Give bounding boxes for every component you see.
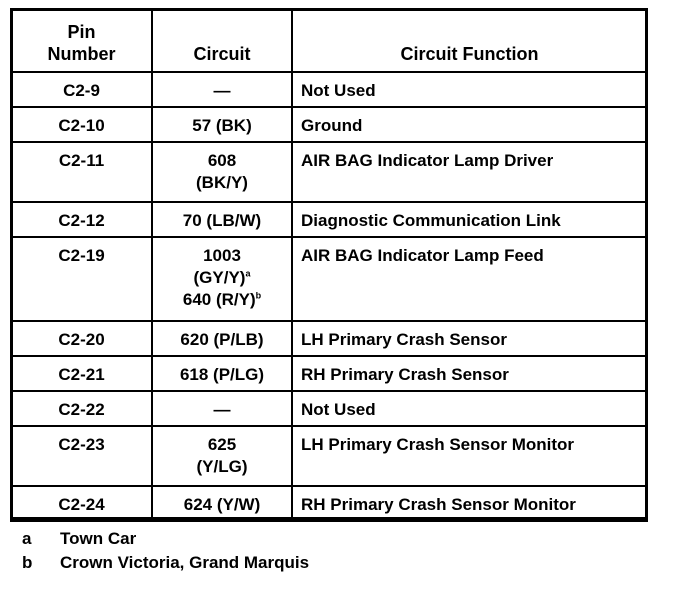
function-cell: Not Used [292, 72, 647, 107]
circuit-cell [152, 321, 292, 356]
table-row [11, 107, 647, 142]
circuit-line: 625 [207, 435, 237, 454]
table-row [11, 142, 647, 202]
pin-cell: C2-24 [11, 486, 152, 521]
circuit-cell [152, 237, 292, 321]
table-row [11, 356, 647, 391]
table-row [11, 391, 647, 426]
circuit-line: 608 [207, 151, 237, 170]
footnote-key: b [22, 553, 33, 572]
header-circuit: Circuit [152, 9, 292, 72]
table-row [11, 486, 647, 521]
circuit-line: 620 (P/LB) [180, 330, 264, 349]
circuit-line: 70 (LB/W) [182, 211, 262, 230]
circuit-line: (GY/Y) [193, 268, 246, 287]
circuit-cell [152, 202, 292, 237]
table-row [11, 202, 647, 237]
circuit-line: 1003 [203, 246, 241, 265]
pin-cell: C2-20 [11, 321, 152, 356]
function-cell: AIR BAG Indicator Lamp Feed [292, 237, 647, 321]
circuit-line: (BK/Y) [196, 173, 248, 192]
footnote-marker: a [245, 268, 251, 279]
function-cell: RH Primary Crash Sensor Monitor [292, 486, 647, 521]
circuit-cell [152, 356, 292, 391]
pin-cell: C2-10 [11, 107, 152, 142]
footnote-text: Crown Victoria, Grand Marquis [60, 553, 310, 572]
circuit-line: — [213, 400, 231, 419]
pin-cell: C2-9 [11, 72, 152, 107]
table-row [11, 237, 647, 321]
table-row [11, 426, 647, 486]
function-cell: LH Primary Crash Sensor Monitor [292, 426, 647, 486]
function-cell: Not Used [292, 391, 647, 426]
header-pin-line1: Pin [67, 22, 96, 42]
pin-cell: C2-19 [11, 237, 152, 321]
pin-circuit-table [10, 8, 648, 522]
circuit-line: 57 (BK) [192, 116, 252, 135]
footnote-marker: b [255, 290, 262, 301]
circuit-line: 624 (Y/W) [183, 495, 261, 514]
circuit-line: 640 (R/Y) [182, 290, 256, 309]
function-cell: Diagnostic Communication Link [292, 202, 647, 237]
circuit-line: (Y/LG) [196, 457, 248, 476]
circuit-line: — [213, 81, 231, 100]
header-pin-number [11, 9, 152, 72]
table-header-row [11, 9, 647, 72]
footnote-text: Town Car [60, 529, 137, 548]
footnote-key: a [22, 529, 32, 548]
pin-cell: C2-11 [11, 142, 152, 202]
function-cell: RH Primary Crash Sensor [292, 356, 647, 391]
table-row [11, 72, 647, 107]
header-pin-line2: Number [47, 44, 116, 64]
header-circuit-function: Circuit Function [292, 9, 647, 72]
circuit-line: 618 (P/LG) [179, 365, 265, 384]
footnote-b [22, 552, 309, 574]
function-cell: LH Primary Crash Sensor [292, 321, 647, 356]
pin-cell: C2-12 [11, 202, 152, 237]
pin-cell: C2-22 [11, 391, 152, 426]
pin-cell: C2-23 [11, 426, 152, 486]
circuit-cell [152, 486, 292, 521]
function-cell: AIR BAG Indicator Lamp Driver [292, 142, 647, 202]
circuit-cell [152, 142, 292, 202]
circuit-cell [152, 107, 292, 142]
table-row [11, 321, 647, 356]
footnote-a [22, 528, 136, 550]
function-cell: Ground [292, 107, 647, 142]
circuit-cell [152, 72, 292, 107]
circuit-cell [152, 391, 292, 426]
pin-cell: C2-21 [11, 356, 152, 391]
circuit-cell [152, 426, 292, 486]
